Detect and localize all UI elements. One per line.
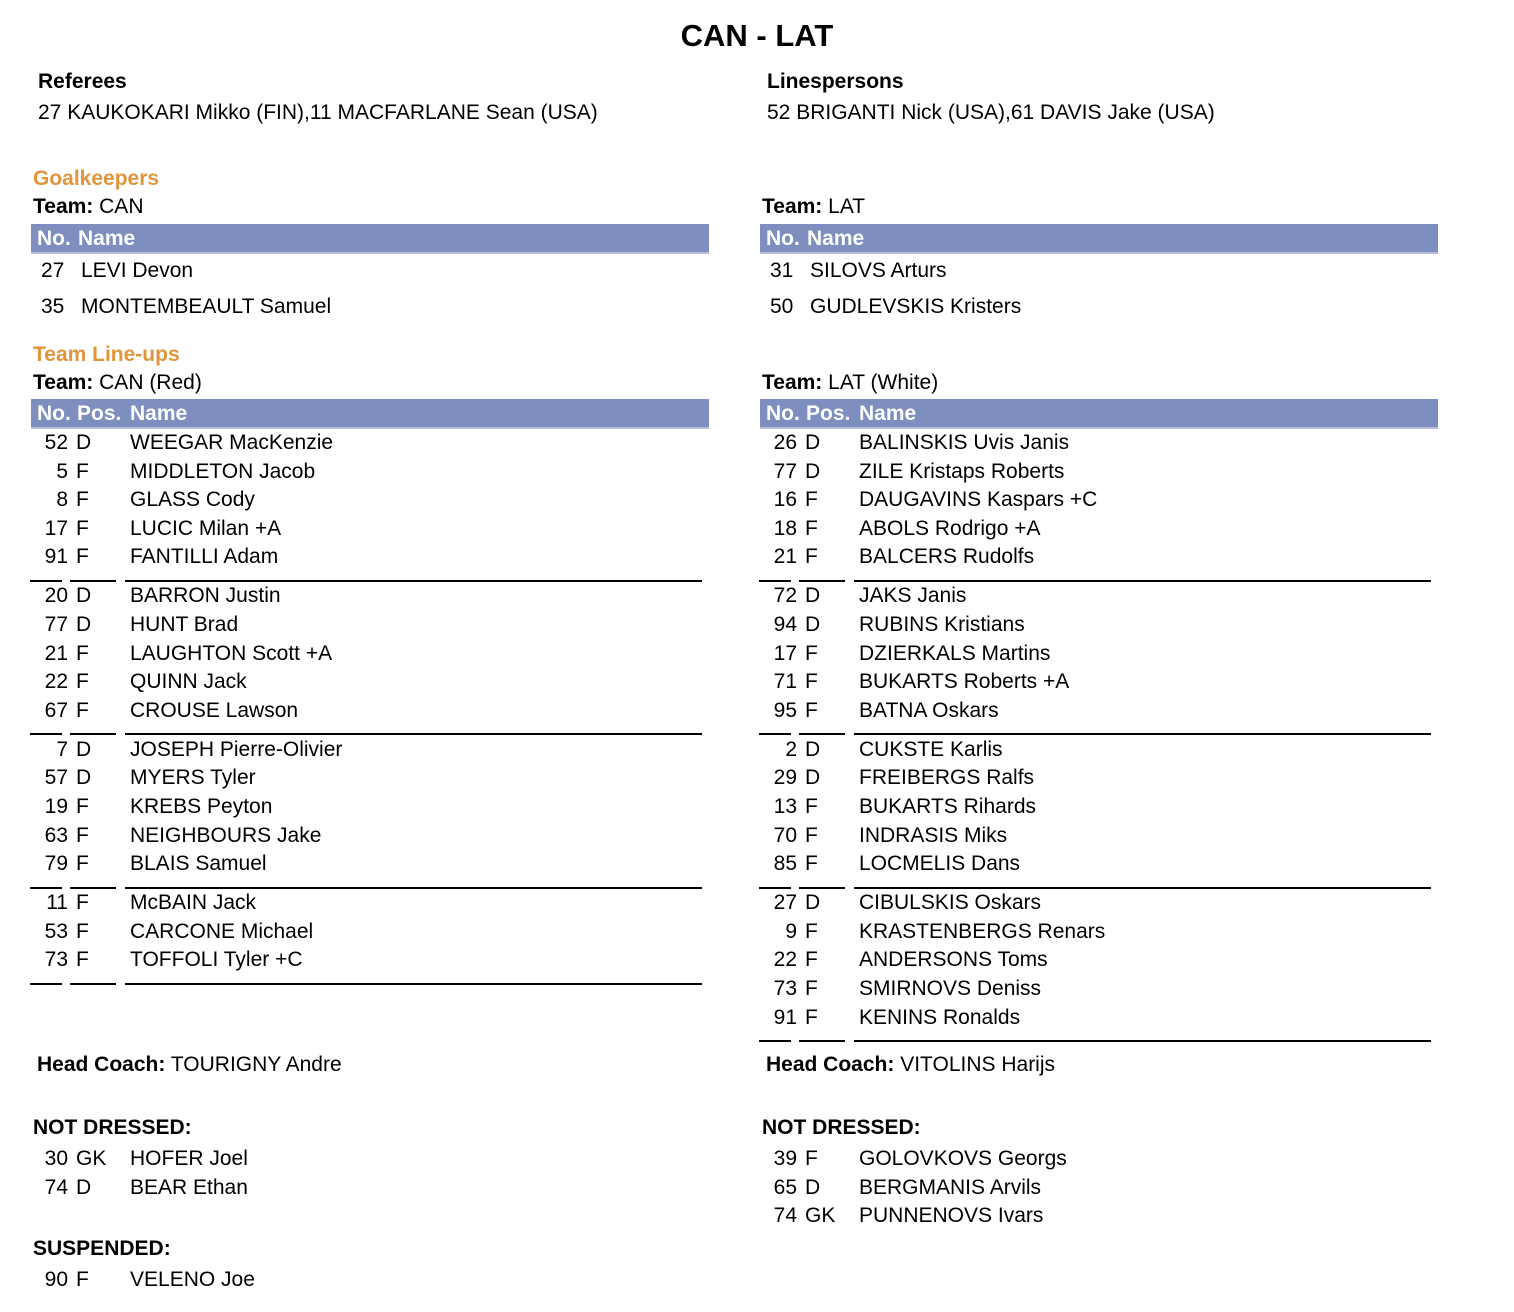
player-name: GLASS Cody [130,488,255,512]
player-name: INDRASIS Miks [859,823,1008,847]
player-name: BATNA Oskars [859,698,999,722]
player-name: LUCIC Milan +A [130,516,282,540]
player-number: 5 [56,459,68,483]
player-number: 27 [773,891,797,915]
player-name: BERGMANIS Arvils [859,1175,1042,1199]
player-number: 39 [773,1147,797,1170]
team-key: Team: [762,195,823,218]
header-pos: Pos. [77,402,122,425]
player-number: 67 [44,698,68,722]
team-key: Team: [762,371,823,394]
player-name: BARRON Justin [130,584,281,608]
player-name: JOSEPH Pierre-Olivier [130,737,343,761]
player-position: F [805,852,818,876]
player-number: 29 [773,766,797,790]
player-position: F [76,1268,89,1291]
player-position: F [76,891,89,915]
player-number: 79 [44,852,68,876]
goalkeepers-team-can [33,195,143,219]
player-name: BLAIS Samuel [130,852,267,876]
player-position: D [805,766,821,790]
player-name: ZILE Kristaps Roberts [859,459,1065,483]
line-separator [125,887,702,889]
lineups-section-title: Team Line-ups [33,343,180,366]
player-name: HOFER Joel [130,1147,248,1170]
player-position: F [805,948,818,972]
player-position: D [76,431,92,454]
player-position: F [805,919,818,943]
player-name: QUINN Jack [130,670,247,694]
player-position: D [805,737,821,761]
player-name: KREBS Peyton [130,795,273,818]
header-no: No. [766,402,800,425]
player-position: D [76,737,92,761]
line-separator [759,580,791,582]
player-name: ABOLS Rodrigo +A [859,516,1041,540]
player-name: CIBULSKIS Oskars [859,891,1042,915]
player-number: 22 [44,670,68,694]
line-separator [30,733,62,735]
player-number: 11 [46,891,68,915]
player-position: F [76,823,89,847]
line-separator [70,733,116,735]
coach-label: Head Coach: [766,1053,895,1076]
line-separator [125,983,702,985]
player-position: F [805,516,818,540]
header-name: Name [130,402,188,425]
player-position: F [76,852,89,876]
player-number: 30 [44,1147,68,1170]
player-name: GOLOVKOVS Georgs [859,1147,1067,1170]
player-name: HUNT Brad [130,613,239,636]
line-separator [30,887,62,889]
lineup-header-can [31,399,709,429]
player-number: 63 [44,823,68,847]
player-name: KENINS Ronalds [859,1005,1021,1029]
player-name: BALINSKIS Uvis Janis [859,431,1070,454]
player-name: CARCONE Michael [130,919,314,943]
page-title: CAN - LAT [680,18,834,53]
line-separator [854,1040,1431,1042]
player-number: 52 [44,431,68,454]
player-position: F [76,948,89,972]
team-name: LAT (White) [828,371,939,394]
referees-list: 27 KAUKOKARI Mikko (FIN),11 MACFARLANE Sean (USA) [38,101,598,124]
header-no: No. [37,227,71,250]
player-number: 16 [773,488,797,512]
player-position: D [805,431,821,454]
player-number: 21 [773,545,797,569]
player-position: D [805,891,821,915]
player-number: 53 [44,919,68,943]
player-number: 65 [773,1175,797,1199]
player-position: D [805,584,821,608]
player-position: D [76,584,92,608]
player-number: 71 [773,670,797,694]
goalkeepers-team-lat [762,195,865,219]
player-position: F [805,977,818,1000]
header-no: No. [766,227,800,250]
player-position: D [76,766,92,790]
not-dressed-label-can: NOT DRESSED: [33,1116,192,1139]
player-name: SILOVS Arturs [810,259,947,282]
player-number: 77 [773,459,797,483]
player-position: GK [76,1147,107,1170]
player-name: FANTILLI Adam [130,545,279,569]
player-name: MIDDLETON Jacob [130,459,316,483]
player-position: F [76,545,89,569]
player-name: DAUGAVINS Kaspars +C [859,488,1098,512]
line-separator [30,983,62,985]
player-number: 19 [44,795,68,818]
player-position: F [805,1147,818,1170]
player-name: LAUGHTON Scott +A [130,641,333,665]
player-name: DZIERKALS Martins [859,641,1051,665]
player-number: 7 [56,737,68,761]
line-separator [854,733,1431,735]
player-number: 91 [44,545,68,569]
player-position: F [805,1005,818,1029]
player-name: NEIGHBOURS Jake [130,823,322,847]
player-position: D [805,459,821,483]
line-separator [759,1040,791,1042]
header-name: Name [807,227,865,250]
header-name: Name [78,227,136,250]
line-separator [799,1040,845,1042]
team-name: LAT [828,195,866,218]
player-position: F [76,698,89,722]
goalkeepers-header-lat [760,224,1438,254]
header-name: Name [859,402,917,425]
player-number: 18 [773,516,797,540]
player-name: MONTEMBEAULT Samuel [81,295,332,318]
player-name: ANDERSONS Toms [859,948,1048,972]
player-name: TOFFOLI Tyler +C [130,948,303,972]
player-position: F [805,488,818,512]
player-name: FREIBERGS Ralfs [859,766,1035,790]
player-name: CUKSTE Karlis [859,737,1003,761]
player-number: 74 [773,1204,797,1228]
player-number: 74 [44,1175,68,1199]
player-position: F [76,670,89,694]
player-number: 13 [773,795,797,818]
player-position: D [805,1175,821,1199]
player-name: JAKS Janis [859,584,967,608]
player-number: 35 [41,295,65,318]
goalkeepers-header-can [31,224,709,254]
player-name: BEAR Ethan [130,1175,248,1199]
player-number: 20 [44,584,68,608]
player-number: 73 [44,948,68,972]
player-number: 72 [773,584,797,608]
coach-name: TOURIGNY Andre [170,1053,342,1076]
player-position: F [76,795,89,818]
player-number: 2 [785,737,797,761]
player-number: 17 [773,641,797,665]
line-separator [799,580,845,582]
player-position: F [805,545,818,569]
player-name: RUBINS Kristians [859,613,1025,636]
coach-label: Head Coach: [37,1053,166,1076]
player-number: 85 [773,852,797,876]
team-name: CAN [99,195,144,218]
team-name: CAN (Red) [99,371,202,394]
player-number: 50 [770,295,794,318]
player-name: SMIRNOVS Deniss [859,977,1042,1000]
linespersons-label: Linespersons [767,70,904,93]
header-no: No. [37,402,71,425]
head-coach-can [37,1053,342,1077]
goalkeepers-section-title: Goalkeepers [33,167,160,190]
lineup-header-lat [760,399,1438,429]
player-name: McBAIN Jack [130,891,257,915]
line-separator [799,887,845,889]
player-number: 22 [773,948,797,972]
header-pos: Pos. [806,402,851,425]
player-number: 70 [773,823,797,847]
referees-label: Referees [38,70,127,93]
line-separator [70,580,116,582]
player-name: GUDLEVSKIS Kristers [810,295,1022,318]
player-name: BUKARTS Roberts +A [859,670,1070,694]
player-name: WEEGAR MacKenzie [130,431,334,454]
line-separator [759,733,791,735]
player-position: F [76,919,89,943]
not-dressed-label-lat: NOT DRESSED: [762,1116,921,1139]
player-position: F [76,488,89,512]
player-position: D [76,1175,92,1199]
player-name: BUKARTS Rihards [859,795,1037,818]
player-number: 27 [41,259,65,282]
line-separator [70,983,116,985]
player-name: LOCMELIS Dans [859,852,1021,876]
player-number: 17 [44,516,68,540]
player-position: F [805,823,818,847]
line-separator [70,887,116,889]
player-name: LEVI Devon [81,259,194,282]
player-number: 8 [56,488,68,512]
player-number: 90 [44,1268,68,1291]
suspended-label-can: SUSPENDED: [33,1237,171,1260]
line-separator [759,887,791,889]
line-separator [854,887,1431,889]
line-separator [30,580,62,582]
player-number: 21 [44,641,68,665]
player-number: 77 [44,613,68,636]
player-name: CROUSE Lawson [130,698,299,722]
line-separator [125,580,702,582]
line-separator [125,733,702,735]
player-name: MYERS Tyler [130,766,256,790]
player-number: 31 [770,259,794,282]
player-position: F [805,698,818,722]
lineup-team-lat [762,371,938,395]
player-number: 91 [773,1005,797,1029]
player-number: 57 [44,766,68,790]
player-position: F [805,670,818,694]
player-position: GK [805,1204,836,1228]
team-key: Team: [33,195,94,218]
player-position: F [76,459,89,483]
line-separator [854,580,1431,582]
player-number: 94 [773,613,797,636]
player-position: F [76,516,89,540]
lineup-team-can [33,371,202,395]
player-position: F [805,795,818,818]
head-coach-lat [766,1053,1055,1077]
player-position: D [76,613,92,636]
team-key: Team: [33,371,94,394]
player-number: 26 [773,431,797,454]
player-name: PUNNENOVS Ivars [859,1204,1044,1228]
player-name: KRASTENBERGS Renars [859,919,1106,943]
player-name: VELENO Joe [130,1268,255,1291]
player-number: 95 [773,698,797,722]
player-position: F [805,641,818,665]
line-separator [799,733,845,735]
player-position: D [805,613,821,636]
player-name: BALCERS Rudolfs [859,545,1035,569]
coach-name: VITOLINS Harijs [900,1053,1056,1076]
player-number: 9 [785,919,797,943]
player-number: 73 [773,977,797,1000]
player-position: F [76,641,89,665]
linespersons-list: 52 BRIGANTI Nick (USA),61 DAVIS Jake (USA) [767,101,1215,124]
